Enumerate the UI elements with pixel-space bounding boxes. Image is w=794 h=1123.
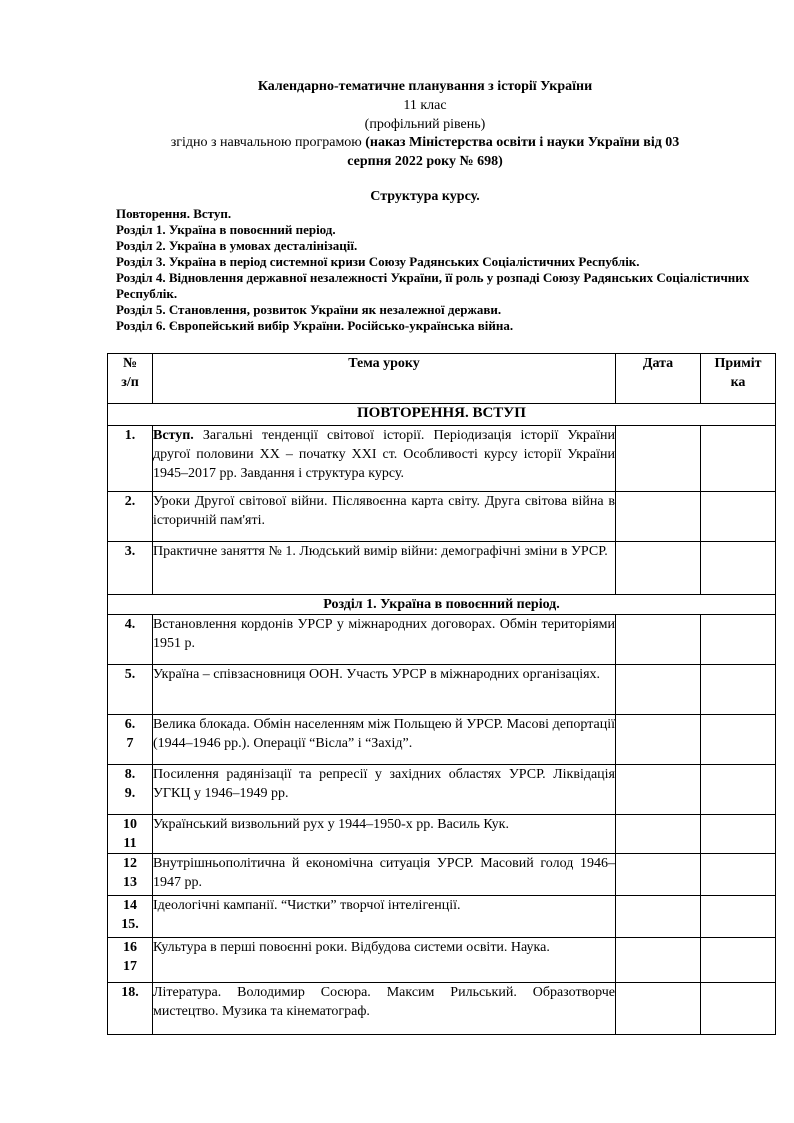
lesson-topic: Велика блокада. Обмін населенням між Польщею й УРСР. Масові депортації (1944–1946 рр.). Операції “Вісла” і “Захід”. xyxy=(153,715,616,765)
lesson-topic: Внутрішньополітична й економічна ситуація УРСР. Масовий голод 1946–1947 рр. xyxy=(153,854,616,896)
header-topic: Тема уроку xyxy=(153,354,616,404)
lesson-note xyxy=(701,854,776,896)
lesson-number: 5. xyxy=(108,665,153,715)
lesson-date xyxy=(616,426,701,492)
section-row xyxy=(108,404,776,426)
table-row xyxy=(108,983,776,1035)
lesson-date xyxy=(616,854,701,896)
lesson-note xyxy=(701,715,776,765)
lesson-number: 14 15. xyxy=(108,896,153,938)
structure-item: Розділ 1. Україна в повоєнний період. xyxy=(116,222,336,237)
lesson-number: 12 13 xyxy=(108,854,153,896)
lesson-date xyxy=(616,815,701,854)
lesson-date xyxy=(616,896,701,938)
lesson-note xyxy=(701,815,776,854)
table-row xyxy=(108,854,776,896)
structure-item: Розділ 3. Україна в період системної кризи Союзу Радянських Соціалістичних Республік. xyxy=(116,254,640,269)
table-row xyxy=(108,896,776,938)
lesson-topic: Ідеологічні кампанії. “Чистки” творчої інтелігенції. xyxy=(153,896,616,938)
structure-item: Розділ 4. Відновлення державної незалежності України, її роль у розпаді Союзу Радянських Соціалістичних Республік. xyxy=(116,270,750,301)
table-row xyxy=(108,815,776,854)
lesson-note xyxy=(701,983,776,1035)
lesson-date xyxy=(616,665,701,715)
lesson-plan-table xyxy=(107,353,776,1035)
program-line xyxy=(100,133,750,152)
lesson-note xyxy=(701,665,776,715)
structure-item: Повторення. Вступ. xyxy=(116,206,232,221)
lesson-topic: Вступ. Загальні тенденції світової історії. Періодизація історії України другої половини ХХ – початку ХХІ ст. Особливості курсу історії України 1945–2017 рр. Завдання і структура курсу. xyxy=(153,426,616,492)
lesson-topic: Уроки Другої світової війни. Післявоєнна карта світу. Друга світова війна в історичній пам'яті. xyxy=(153,492,616,542)
structure-title: Структура курсу. xyxy=(370,189,480,204)
lesson-note xyxy=(701,542,776,595)
level-line: (профільний рівень) xyxy=(364,117,486,132)
document-title: Календарно-тематичне планування з історії України xyxy=(257,79,593,94)
table-row xyxy=(108,492,776,542)
lesson-note xyxy=(701,615,776,665)
header-date: Дата xyxy=(616,354,701,404)
structure-item: Розділ 5. Становлення, розвиток України як незалежної держави. xyxy=(116,302,502,317)
structure-item: Розділ 6. Європейський вибір України. Російсько-українська війна. xyxy=(116,318,514,333)
lesson-number: 2. xyxy=(108,492,153,542)
lesson-topic: Україна – співзасновниця ООН. Участь УРСР в міжнародних організаціях. xyxy=(153,665,616,715)
table-header-row xyxy=(108,354,776,404)
course-structure xyxy=(116,206,756,334)
lesson-date xyxy=(616,542,701,595)
table-row xyxy=(108,715,776,765)
section-title-1: Розділ 1. Україна в повоєнний період. xyxy=(108,595,776,615)
lesson-date xyxy=(616,615,701,665)
lesson-number: 3. xyxy=(108,542,153,595)
table-row xyxy=(108,938,776,983)
lesson-date xyxy=(616,983,701,1035)
grade-line: 11 клас xyxy=(403,98,447,113)
section-row xyxy=(108,595,776,615)
lesson-topic: Культура в перші повоєнні роки. Відбудова системи освіти. Наука. xyxy=(153,938,616,983)
header-number: № з/п xyxy=(108,354,153,404)
lesson-date xyxy=(616,715,701,765)
lesson-topic: Встановлення кордонів УРСР у міжнародних договорах. Обмін територіями 1951 р. xyxy=(153,615,616,665)
lesson-number: 18. xyxy=(108,983,153,1035)
lesson-topic: Література. Володимир Сосюра. Максим Рильський. Образотворче мистецтво. Музика та кінематограф. xyxy=(153,983,616,1035)
structure-item: Розділ 2. Україна в умовах десталінізації. xyxy=(116,238,358,253)
table-row xyxy=(108,615,776,665)
lesson-date xyxy=(616,938,701,983)
table-row xyxy=(108,426,776,492)
lesson-number: 1. xyxy=(108,426,153,492)
program-order-cont: серпня 2022 року № 698) xyxy=(347,154,503,169)
header-note: Приміт ка xyxy=(701,354,776,404)
program-order: (наказ Міністерства освіти і науки України від 03 xyxy=(365,135,680,150)
lesson-number: 6. 7 xyxy=(108,715,153,765)
lesson-note xyxy=(701,938,776,983)
lesson-date xyxy=(616,492,701,542)
lesson-topic: Практичне заняття № 1. Людський вимір війни: демографічні зміни в УРСР. xyxy=(153,542,616,595)
lesson-topic: Посилення радянізації та репресії у західних областях УРСР. Ліквідація УГКЦ у 1946–1949 рр. xyxy=(153,765,616,815)
lesson-number: 16 17 xyxy=(108,938,153,983)
lesson-number: 8. 9. xyxy=(108,765,153,815)
table-row xyxy=(108,542,776,595)
lesson-note xyxy=(701,765,776,815)
section-title-intro: ПОВТОРЕННЯ. ВСТУП xyxy=(108,404,776,426)
program-prefix: згідно з навчальною програмою xyxy=(170,135,366,150)
table-row xyxy=(108,665,776,715)
lesson-note xyxy=(701,896,776,938)
lesson-topic: Український визвольний рух у 1944–1950-х рр. Василь Кук. xyxy=(153,815,616,854)
lesson-note xyxy=(701,492,776,542)
lesson-number: 10 11 xyxy=(108,815,153,854)
lesson-note xyxy=(701,426,776,492)
table-row xyxy=(108,765,776,815)
lesson-number: 4. xyxy=(108,615,153,665)
lesson-date xyxy=(616,765,701,815)
